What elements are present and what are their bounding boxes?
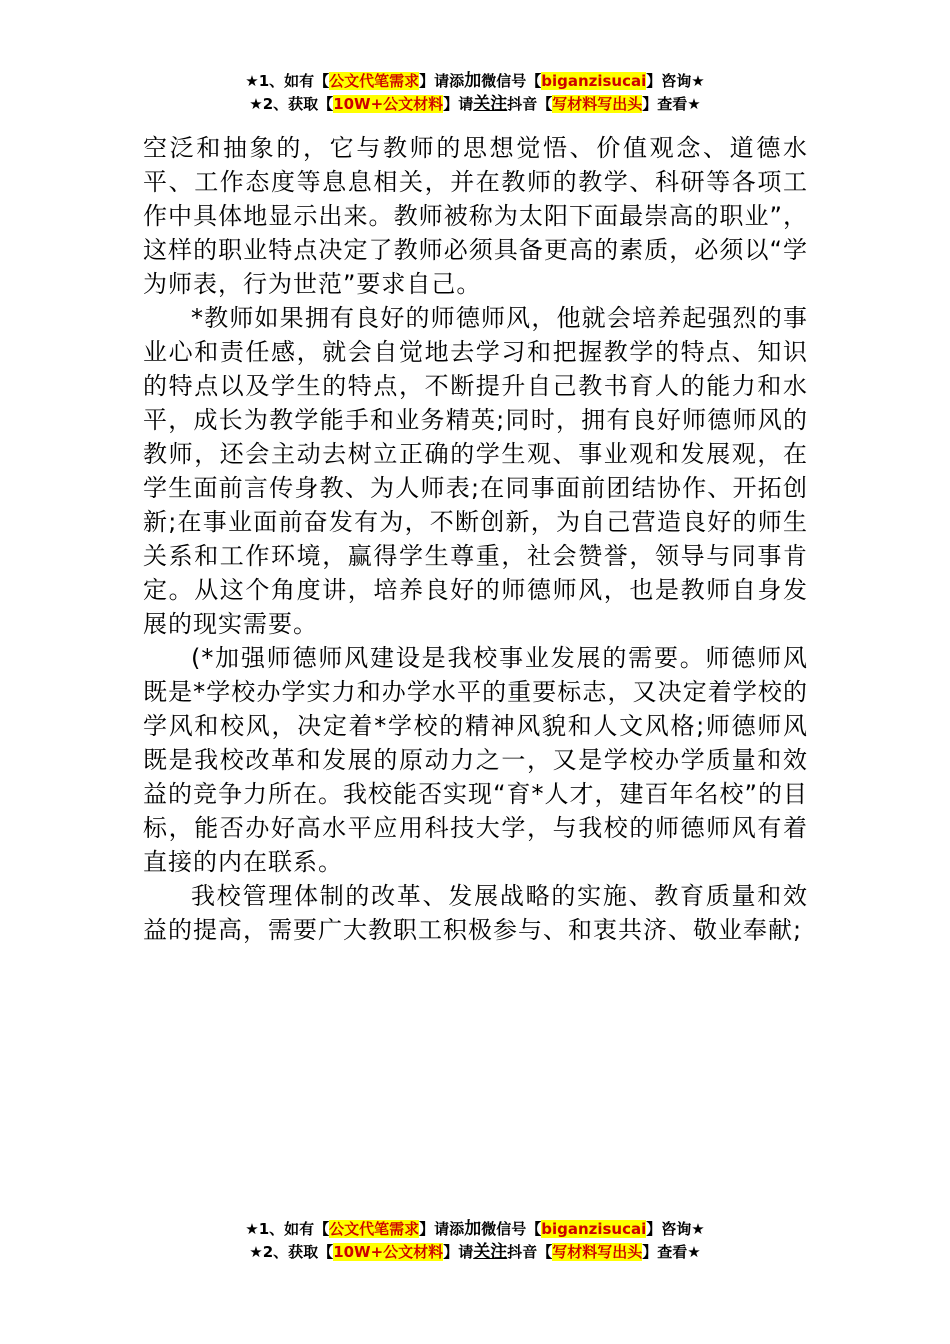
paragraph: (*加强师德师风建设是我校事业发展的需要。师德师风既是*学校办学实力和办学水平的重要标志，又决定着学校的学风和校风，决定着*学校的精神风貌和人文风格;师德师风既是我校改革和发展的原动力之一，又是学校办学质量和效益的竞争力所在。我校能否实现“育*人才，建百年名校”的目标，能否办好高水平应用科技大学，与我校的师德师风有着直接的内在联系。 [143, 644, 808, 876]
banner-highlight: 10W+公文材料 [333, 1243, 444, 1261]
banner-text-large: 加 [464, 71, 482, 91]
banner-text: 微信号【 [481, 72, 542, 90]
banner-highlight: 公文代笔需求 [329, 72, 420, 90]
banner-text-large: 关注 [473, 1242, 508, 1262]
banner-text: 】请 [443, 1243, 474, 1261]
banner-wechat-id: biganzisucai [541, 72, 647, 90]
banner-text-large: 关注 [473, 94, 508, 114]
paragraph: *教师如果拥有良好的师德师风，他就会培养起强烈的事业心和责任感，就会自觉地去学习和把握教学的特点、知识的特点以及学生的特点，不断提升自己教书育人的能力和水平，成长为教学能手和业务精英;同时，拥有良好师德师风的教师，还会主动去树立正确的学生观、事业观和发展观，在学生面前言传身教、为人师表;在同事面前团结协作、开拓创新;在事业面前奋发有为，不断创新，为自己营造良好的师生关系和工作环境，赢得学生尊重，社会赞誉，领导与同事肯定。从这个角度讲，培养良好的师德师风，也是教师自身发展的现实需要。 [143, 304, 808, 638]
banner-text: 】咨询★ [646, 1220, 705, 1238]
banner-text: ★1、如有【 [245, 1220, 330, 1238]
document-body [143, 131, 808, 947]
banner-wechat-id: biganzisucai [541, 1220, 647, 1238]
banner-highlight: 公文代笔需求 [329, 1220, 420, 1238]
paragraph: 空泛和抽象的，它与教师的思想觉悟、价值观念、道德水平、工作态度等息息相关，并在教师的教学、科研等各项工作中具体地显示出来。教师被称为太阳下面最崇高的职业”，这样的职业特点决定了教师必须具备更高的素质，必须以“学为师表，行为世范”要求自己。 [143, 134, 808, 298]
banner-text: ★2、获取【 [249, 95, 334, 113]
footer-banner [0, 1218, 950, 1264]
banner-line-2 [0, 93, 950, 116]
paragraph: 我校管理体制的改革、发展战略的实施、教育质量和效益的提高，需要广大教职工积极参与、和衷共济、敬业奉献; [143, 882, 808, 944]
banner-text: ★1、如有【 [245, 72, 330, 90]
banner-highlight: 10W+公文材料 [333, 95, 444, 113]
banner-text-large: 加 [464, 1219, 482, 1239]
banner-line-1 [0, 70, 950, 93]
banner-douyin-id: 写材料写出头 [552, 1243, 643, 1261]
banner-text: 】请添 [419, 1220, 465, 1238]
banner-text: 】请添 [419, 72, 465, 90]
banner-text: 】查看★ [642, 1243, 701, 1261]
banner-text: ★2、获取【 [249, 1243, 334, 1261]
banner-line-1 [0, 1218, 950, 1241]
banner-text: 抖音【 [507, 1243, 553, 1261]
banner-line-2 [0, 1241, 950, 1264]
banner-text: 微信号【 [481, 1220, 542, 1238]
banner-text: 】查看★ [642, 95, 701, 113]
banner-douyin-id: 写材料写出头 [552, 95, 643, 113]
banner-text: 】请 [443, 95, 474, 113]
banner-text: 抖音【 [507, 95, 553, 113]
banner-text: 】咨询★ [646, 72, 705, 90]
header-banner [0, 70, 950, 116]
